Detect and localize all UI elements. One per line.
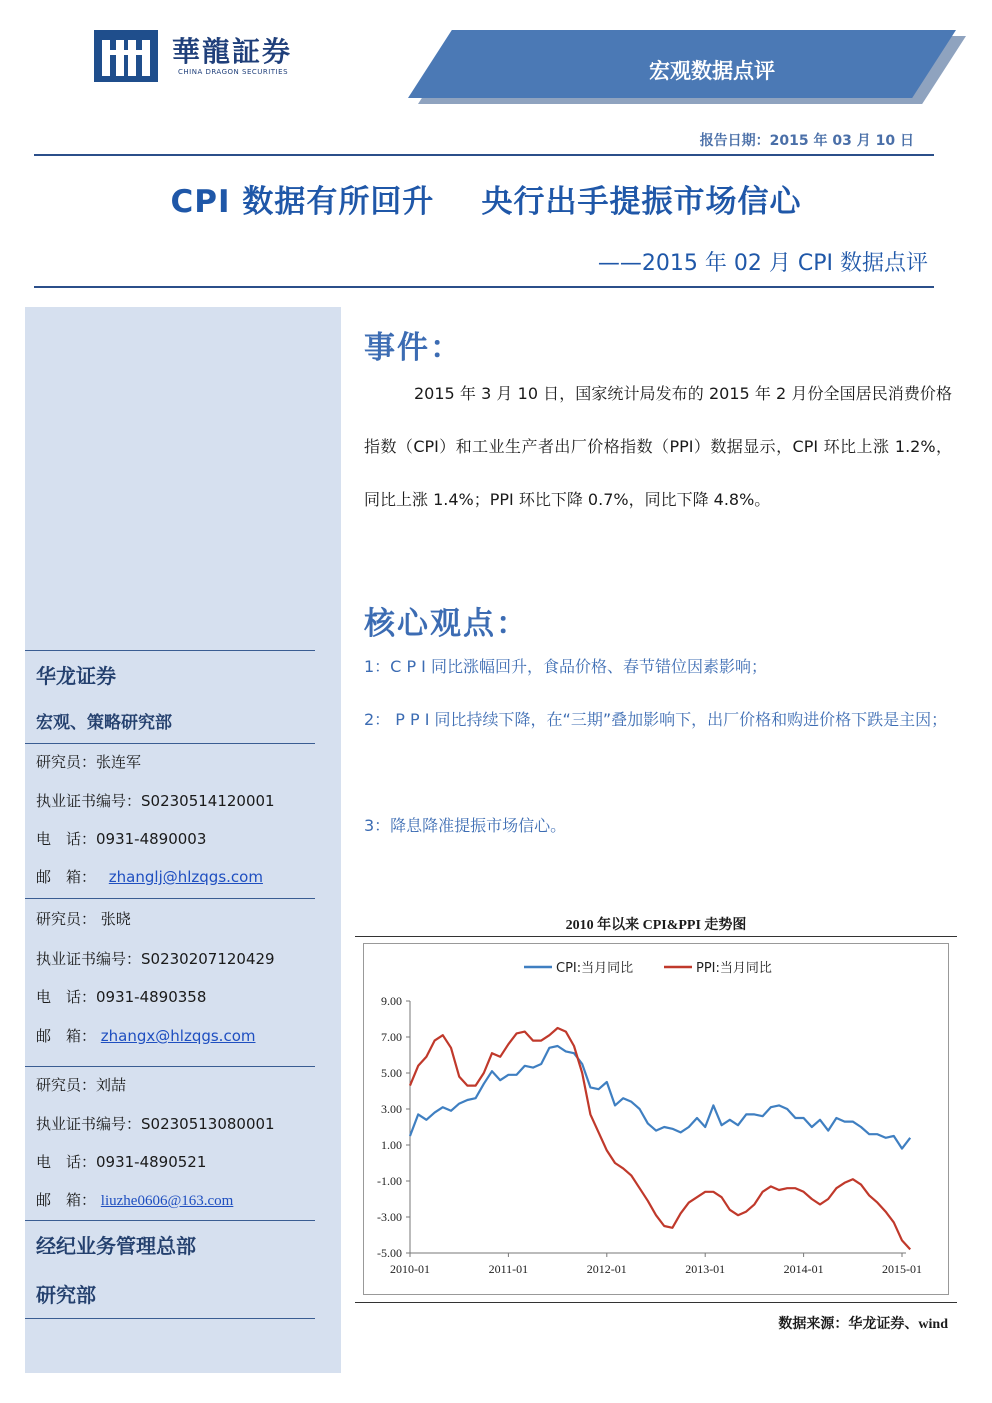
view-item: 2： P P I 同比持续下降，在“三期”叠加影响下，出厂价格和购进价格下跌是主因； xyxy=(364,710,948,729)
y-tick-label: -5.00 xyxy=(377,1246,402,1260)
x-tick-label: 2013-01 xyxy=(685,1262,726,1276)
sidebar-footer-dept: 经纪业务管理总部 xyxy=(36,1234,196,1258)
series-line-ppi xyxy=(410,1028,910,1249)
sidebar-divider xyxy=(25,1066,315,1067)
chart-title: 2010 年以来 CPI&PPI 走势图 xyxy=(565,918,747,933)
sidebar-company: 华龙证券 xyxy=(36,664,116,688)
sidebar-divider xyxy=(25,650,315,651)
analyst-email-row xyxy=(36,866,263,887)
event-heading: 事件： xyxy=(364,330,463,366)
analyst-phone: 电 话：0931-4890358 xyxy=(36,988,207,1006)
y-tick-label: 5.00 xyxy=(381,1066,402,1080)
x-tick-label: 2012-01 xyxy=(586,1262,627,1276)
email-label: 邮 箱： xyxy=(36,868,97,886)
analyst-email-link[interactable]: liuzhe0606@163.com xyxy=(100,1193,234,1209)
sidebar-footer-research: 研究部 xyxy=(36,1283,96,1307)
sidebar-divider xyxy=(25,1220,315,1221)
y-tick-label: 9.00 xyxy=(381,994,402,1008)
chart-bottom-rule xyxy=(355,1302,957,1303)
company-logo xyxy=(94,30,158,82)
data-source: 数据来源：华龙证券、wind xyxy=(778,1317,948,1332)
email-label: 邮 箱： xyxy=(36,1027,97,1045)
analyst-email-link[interactable]: zhanglj@hlzqgs.com xyxy=(108,868,263,886)
logo-english: CHINA DRAGON SECURITIES xyxy=(178,68,289,76)
header-rule xyxy=(34,154,934,156)
analyst-name: 研究员：张连军 xyxy=(36,753,142,771)
event-text: 2015 年 3 月 10 日，国家统计局发布的 2015 年 2 月份全国居民消费价格指数（CPI）和工业生产者出厂价格指数（PPI）数据显示，CPI 环比上涨 1.2%，同比上涨 1.4%；PPI 环比下降 0.7%，同比下降 4.8%。 xyxy=(364,384,952,509)
legend-label: PPI:当月同比 xyxy=(696,961,772,976)
email-label: 邮 箱： xyxy=(36,1191,97,1209)
analyst-phone: 电 话：0931-4890003 xyxy=(36,830,207,848)
sidebar-divider xyxy=(25,743,315,744)
x-tick-label: 2011-01 xyxy=(488,1262,529,1276)
event-paragraph xyxy=(364,367,952,526)
sidebar-dept: 宏观、策略研究部 xyxy=(36,713,172,733)
analyst-email-link[interactable]: zhangx@hlzqgs.com xyxy=(100,1027,256,1045)
y-tick-label: -1.00 xyxy=(377,1174,402,1188)
sidebar-divider xyxy=(25,1318,315,1319)
y-tick-label: 3.00 xyxy=(381,1102,402,1116)
x-tick-label: 2014-01 xyxy=(783,1262,824,1276)
report-date: 报告日期：2015 年 03 月 10 日 xyxy=(699,133,914,149)
sidebar-divider xyxy=(25,898,315,899)
view-item: 3：降息降准提振市场信心。 xyxy=(364,816,567,835)
analyst-cert: 执业证书编号：S0230513080001 xyxy=(36,1115,275,1133)
page-title: CPI 数据有所回升 央行出手提振市场信心 xyxy=(170,184,802,220)
x-tick-label: 2015-01 xyxy=(882,1262,922,1276)
chart-top-rule xyxy=(355,936,957,937)
x-tick-label: 2010-01 xyxy=(390,1262,430,1276)
page-subtitle: ——2015 年 02 月 CPI 数据点评 xyxy=(597,251,928,276)
legend-label: CPI:当月同比 xyxy=(556,961,634,976)
chart-frame xyxy=(363,943,949,1295)
y-tick-label: 7.00 xyxy=(381,1030,402,1044)
analyst-phone: 电 话：0931-4890521 xyxy=(36,1153,207,1171)
views-heading: 核心观点： xyxy=(364,606,529,642)
y-tick-label: 1.00 xyxy=(381,1138,402,1152)
y-tick-label: -3.00 xyxy=(377,1210,402,1224)
banner-label: 宏观数据点评 xyxy=(649,59,775,83)
analyst-email-row xyxy=(36,1189,233,1210)
analyst-name: 研究员： 张晓 xyxy=(36,910,131,928)
analyst-cert: 执业证书编号：S0230207120429 xyxy=(36,950,275,968)
cpi-ppi-line-chart xyxy=(364,944,948,1294)
series-line-cpi xyxy=(410,1046,910,1149)
analyst-cert: 执业证书编号：S0230514120001 xyxy=(36,792,275,810)
title-rule xyxy=(34,286,934,288)
view-item: 1：C P I 同比涨幅回升，食品价格、春节错位因素影响； xyxy=(364,657,767,676)
analyst-email-row xyxy=(36,1025,255,1046)
logo-name: 華龍証券 xyxy=(172,35,293,68)
analyst-name: 研究员：刘喆 xyxy=(36,1076,127,1094)
